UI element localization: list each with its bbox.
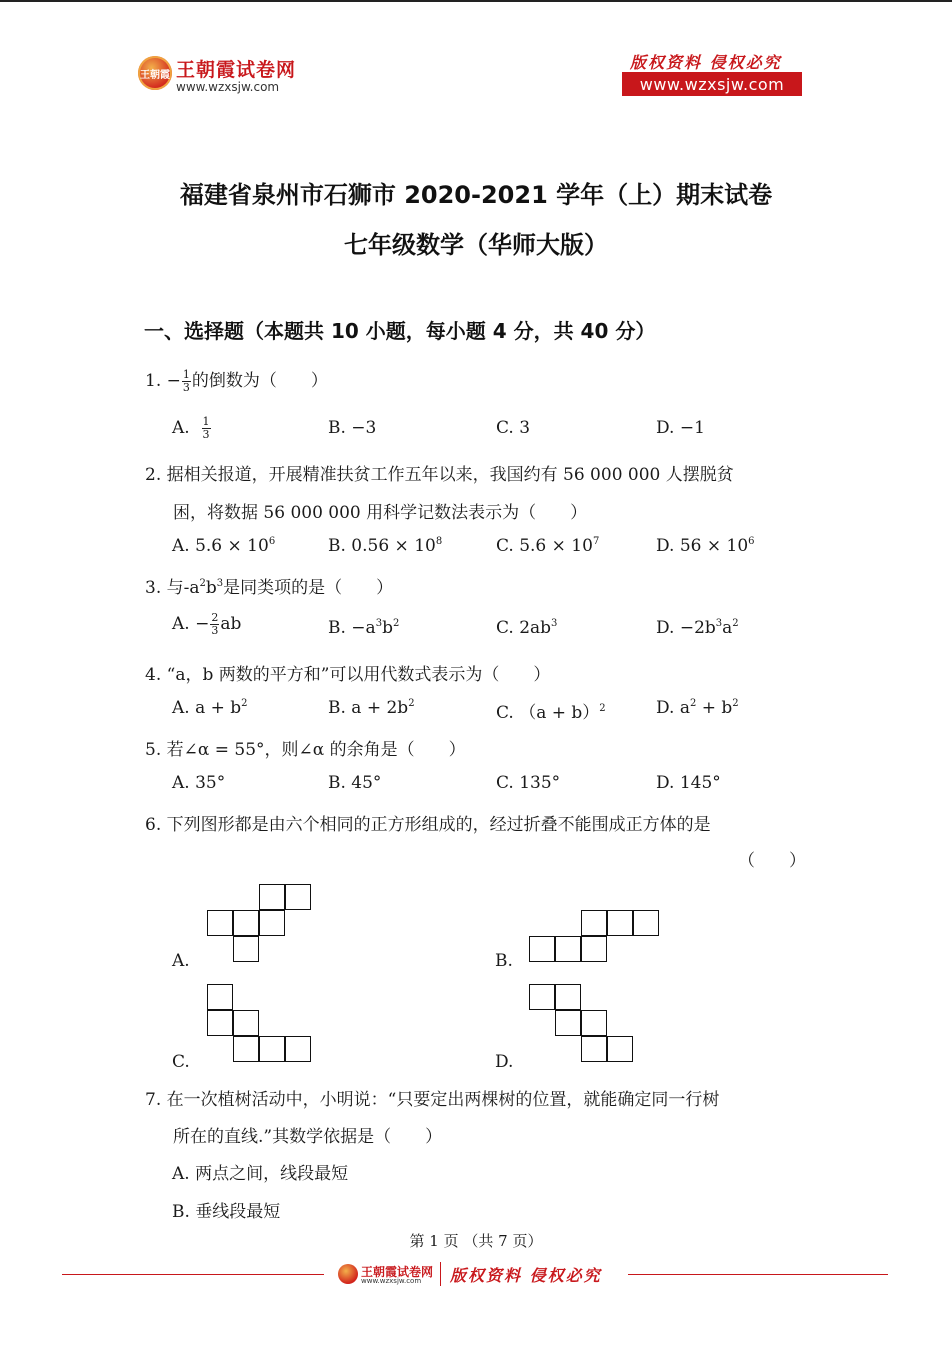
q1-option-c: C. 3 [496, 418, 531, 438]
net-square [555, 936, 581, 962]
header-url-banner: www.wzxsjw.com [622, 72, 802, 96]
net-square [581, 1036, 607, 1062]
q6-label-b: B. [495, 951, 513, 971]
net-square [285, 1036, 311, 1062]
question-6: 6. 下列图形都是由六个相同的正方形组成的，经过折叠不能围成正方体的是 [145, 815, 711, 835]
footer-divider-right [628, 1274, 888, 1275]
footer-seal-icon [338, 1264, 358, 1284]
q3-option-c: C. $2ab^3$ [496, 618, 558, 638]
footer-notice: 版权资料 侵权必究 [450, 1266, 602, 1285]
question-1 [145, 366, 328, 394]
net-square [233, 910, 259, 936]
q5-option-b: B. 45° [328, 773, 382, 793]
q2-option-d: D. $56 \times 10^6$ [656, 536, 755, 556]
question-3: 3. 与$-a^2b^3$是同类项的是（ ） [145, 578, 394, 598]
net-square [581, 1010, 607, 1036]
top-border [0, 0, 952, 2]
net-square [607, 1036, 633, 1062]
brand-name: 王朝霞试卷网 [176, 59, 297, 81]
section-heading: 一、选择题（本题共 10 小题，每小题 4 分，共 40 分） [144, 319, 656, 343]
net-square [207, 984, 233, 1010]
q6-label-a: A. [172, 951, 190, 971]
net-square [233, 936, 259, 962]
answer-paren: （ ） [738, 851, 806, 871]
net-square [207, 1010, 233, 1036]
minus-sign: − [166, 371, 181, 391]
net-square [581, 936, 607, 962]
q5-option-a: A. 35° [172, 773, 226, 793]
page-number: 第 1 页 （共 7 页） [409, 1232, 543, 1250]
q7-option-a: A. 两点之间，线段最短 [172, 1164, 349, 1184]
q4-option-c: C. $(a + b)^2$ [496, 703, 606, 723]
q6-label-d: D. [495, 1052, 514, 1072]
net-square [555, 984, 581, 1010]
q5-option-c: C. 135° [496, 773, 561, 793]
q2-option-c: C. $5.6 \times 10^7$ [496, 536, 600, 556]
exam-title: 福建省泉州市石狮市 2020-2021 学年（上）期末试卷 [179, 181, 773, 209]
brand-url: www.wzxsjw.com [176, 80, 280, 94]
q2-option-b: B. $0.56 \times 10^8$ [328, 536, 443, 556]
q4-option-a: A. $a + b^2$ [172, 698, 248, 718]
net-square [233, 1010, 259, 1036]
net-square [259, 884, 285, 910]
copyright-notice: 版权资料 侵权必究 [630, 53, 782, 72]
question-5: 5. 若∠α = 55°，则∠α 的余角是（ ） [145, 740, 466, 760]
net-square [285, 884, 311, 910]
q4-option-b: B. $a + 2b^2$ [328, 698, 415, 718]
net-square [529, 936, 555, 962]
exam-subtitle: 七年级数学（华师大版） [344, 231, 608, 259]
net-square [529, 984, 555, 1010]
question-number: 1. [145, 371, 162, 391]
footer-divider-left [62, 1274, 324, 1275]
q3-option-a: A. − $\frac{2}{3}$ ab [172, 611, 242, 637]
net-square [259, 910, 285, 936]
question-2-line1: 2. 据相关报道，开展精准扶贫工作五年以来，我国约有 56 000 000 人摆脱贫 [145, 465, 734, 485]
q6-label-c: C. [172, 1052, 190, 1072]
fraction: $\frac{1}{3}$ [182, 368, 190, 394]
net-square [259, 1036, 285, 1062]
q1-option-a: A. $\frac{1}{3}$ [172, 415, 210, 441]
q5-option-d: D. 145° [656, 773, 721, 793]
q1-option-b: B. −3 [328, 418, 377, 438]
net-square [555, 1010, 581, 1036]
question-2-line2: 困，将数据 56 000 000 用科学记数法表示为（ ） [173, 503, 588, 523]
net-square [233, 1036, 259, 1062]
q3-option-b: B. $-a^3b^2$ [328, 618, 400, 638]
question-7-line2: 所在的直线.”其数学依据是（ ） [173, 1127, 443, 1147]
q2-option-a: A. $5.6 \times 10^6$ [172, 536, 276, 556]
question-text: 的倒数为（ ） [191, 371, 328, 391]
footer-brand-name: 王朝霞试卷网 [361, 1265, 434, 1279]
net-square [581, 910, 607, 936]
net-square [607, 910, 633, 936]
question-4: 4. “a，b 两数的平方和”可以用代数式表示为（ ） [145, 665, 551, 685]
q1-option-d: D. −1 [656, 418, 705, 438]
q7-option-b: B. 垂线段最短 [172, 1202, 281, 1222]
net-square [207, 910, 233, 936]
q3-option-d: D. $-2b^3a^2$ [656, 618, 739, 638]
q4-option-d: D. $a^2 + b^2$ [656, 698, 739, 718]
question-7-line1: 7. 在一次植树活动中，小明说：“只要定出两棵树的位置，就能确定同一行树 [145, 1090, 720, 1110]
net-square [633, 910, 659, 936]
brand-seal-icon: 王朝霞 [138, 56, 172, 90]
footer-separator [440, 1262, 441, 1286]
footer-brand-url: www.wzxsjw.com [361, 1277, 422, 1285]
